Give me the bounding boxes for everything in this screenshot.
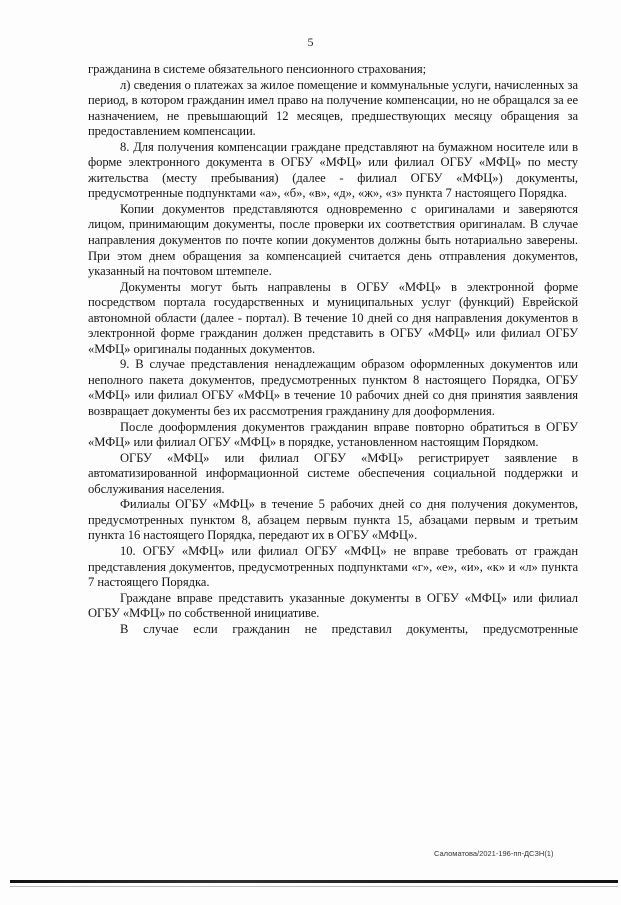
paragraph-8: ОГБУ «МФЦ» или филиал ОГБУ «МФЦ» регистрирует заявление в автоматизированной информационной системе обеспечения социальной поддержки и обслуживания населения.: [88, 450, 578, 496]
paragraph-11: Граждане вправе представить указанные документы в ОГБУ «МФЦ» или филиал ОГБУ «МФЦ» по собственной инициативе.: [88, 590, 578, 621]
page-number: 5: [307, 35, 314, 49]
paragraph-3: 8. Для получения компенсации граждане представляют на бумажном носителе или в форме электронного документа в ОГБУ «МФЦ» или филиал ОГБУ «МФЦ» по месту жительства (месту пребывания) (далее - филиал ОГБУ «МФЦ») документы, предусмотренные подпунктами «а», «б», «в», «д», «ж», «з» пункта 7 настоящего Порядка.: [88, 139, 578, 201]
paragraph-2: л) сведения о платежах за жилое помещение и коммунальные услуги, начисленных за период, в котором гражданин имел право на получение компенсации, но не обращался за ее назначением, не превышающий 12 месяцев, предшествующих месяцу обращения за предоставлением компенсации.: [88, 77, 578, 139]
paragraph-7: После дооформления документов гражданин вправе повторно обратиться в ОГБУ «МФЦ» или филиал ОГБУ «МФЦ» в порядке, установленном настоящим Порядком.: [88, 419, 578, 450]
paragraph-12: В случае если гражданин не представил документы, предусмотренные: [120, 621, 578, 636]
document-footer-code: Саломатова/2021-196-пп-ДСЗН(1): [434, 849, 554, 858]
paragraph-6: 9. В случае представления ненадлежащим образом оформленных документов или неполного пакета документов, предусмотренных пунктом 8 настоящего Порядка, ОГБУ «МФЦ» или филиал ОГБУ «МФЦ» в течение 10 рабочих дней со дня принятия заявления возвращает документы без их рассмотрения гражданину для дооформления.: [88, 357, 578, 419]
paragraph-1: гражданина в системе обязательного пенсионного страхования;: [88, 62, 427, 76]
paragraph-5: Документы могут быть направлены в ОГБУ «МФЦ» в электронной форме посредством портала государственных и муниципальных услуг (функций) Еврейской автономной области (далее - портал). В течение 10 дней со дня направления документов в электронной форме гражданин должен представить в ОГБУ «МФЦ» или филиал ОГБУ «МФЦ» оригиналы поданных документов.: [88, 279, 578, 356]
paragraph-9: Филиалы ОГБУ «МФЦ» в течение 5 рабочих дней со дня получения документов, предусмотренных пунктом 8, абзацем первым пункта 15, абзацами первым и третьим пункта 16 настоящего Порядка, передают их в ОГБУ «МФЦ».: [88, 497, 578, 543]
scan-bottom-edge: [10, 880, 618, 883]
paragraph-10: 10. ОГБУ «МФЦ» или филиал ОГБУ «МФЦ» не вправе требовать от граждан представления документов, предусмотренных подпунктами «г», «е», «и», «к» и «л» пункта 7 настоящего Порядка.: [88, 543, 578, 590]
scan-bottom-edge-shadow: [10, 886, 618, 887]
document-body: [88, 62, 578, 637]
paragraph-4: Копии документов представляются одновременно с оригиналами и заверяются лицом, принимающим документы, после проверки их соответствия оригиналам. В случае направления документов по почте копии документов должны быть нотариально заверены. При этом днем обращения за компенсацией считается день отправления документов, указанный на почтовом штемпеле.: [88, 201, 578, 279]
